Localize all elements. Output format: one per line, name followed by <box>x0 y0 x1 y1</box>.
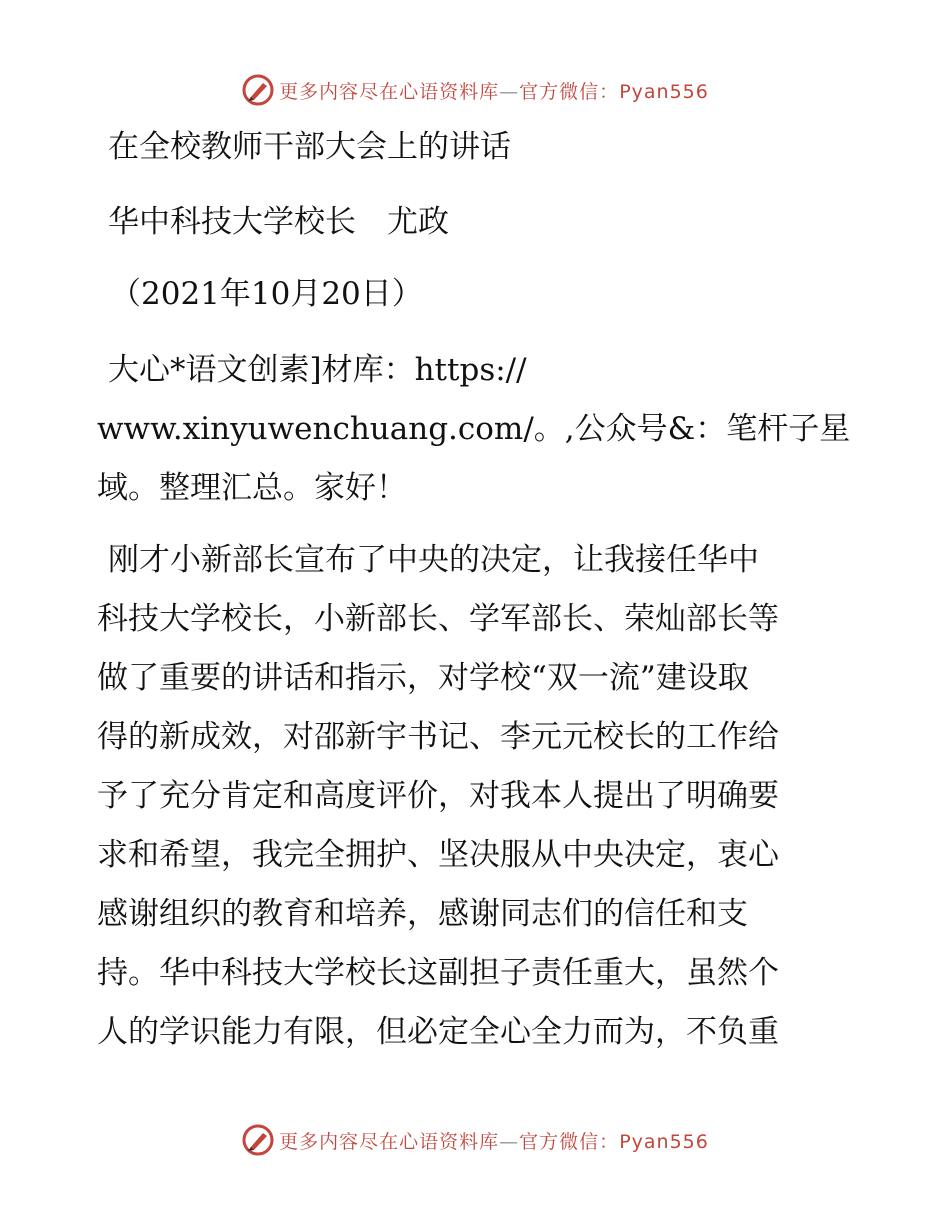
banner-label: 更多内容尽在心语资料库—官方微信：Pyan556 <box>279 80 709 103</box>
document-title: 在全校教师干部大会上的讲话 <box>108 129 511 165</box>
body-line: 持。华中科技大学校长这副担子责任重大，虽然个 <box>97 955 779 991</box>
body-line: 求和希望，我完全拥护、坚决服从中央决定，衷心 <box>97 837 779 873</box>
banner-label: 更多内容尽在心语资料库—官方微信：Pyan556 <box>279 1130 709 1153</box>
body-line: 大心*语文创素]材库：https:// <box>108 352 527 388</box>
body-line: 感谢组织的教育和培养，感谢同志们的信任和支 <box>97 896 748 932</box>
body-line: 人的学识能力有限，但必定全心全力而为，不负重 <box>97 1014 779 1050</box>
header-watermark-banner <box>0 70 950 110</box>
body-line: 科技大学校长，小新部长、学军部长、荣灿部长等 <box>97 601 779 637</box>
footer-watermark-banner <box>0 1120 950 1160</box>
document-date: （2021年10月20日） <box>110 276 423 312</box>
document-speaker: 华中科技大学校长 尤政 <box>108 204 449 240</box>
body-line: 刚才小新部长宣布了中央的决定，让我接任华中 <box>108 542 759 578</box>
body-line: www.xinyuwenchuang.com/。,公众号&：笔杆子星 <box>97 411 851 447</box>
body-line: 予了充分肯定和高度评价，对我本人提出了明确要 <box>97 778 779 814</box>
body-line: 得的新成效，对邵新宇书记、李元元校长的工作给 <box>97 719 779 755</box>
body-line: 域。整理汇总。家好！ <box>97 470 407 506</box>
pen-logo-icon <box>241 1123 275 1157</box>
body-line: 做了重要的讲话和指示，对学校“双一流”建设取 <box>97 660 749 696</box>
pen-logo-icon <box>241 73 275 107</box>
